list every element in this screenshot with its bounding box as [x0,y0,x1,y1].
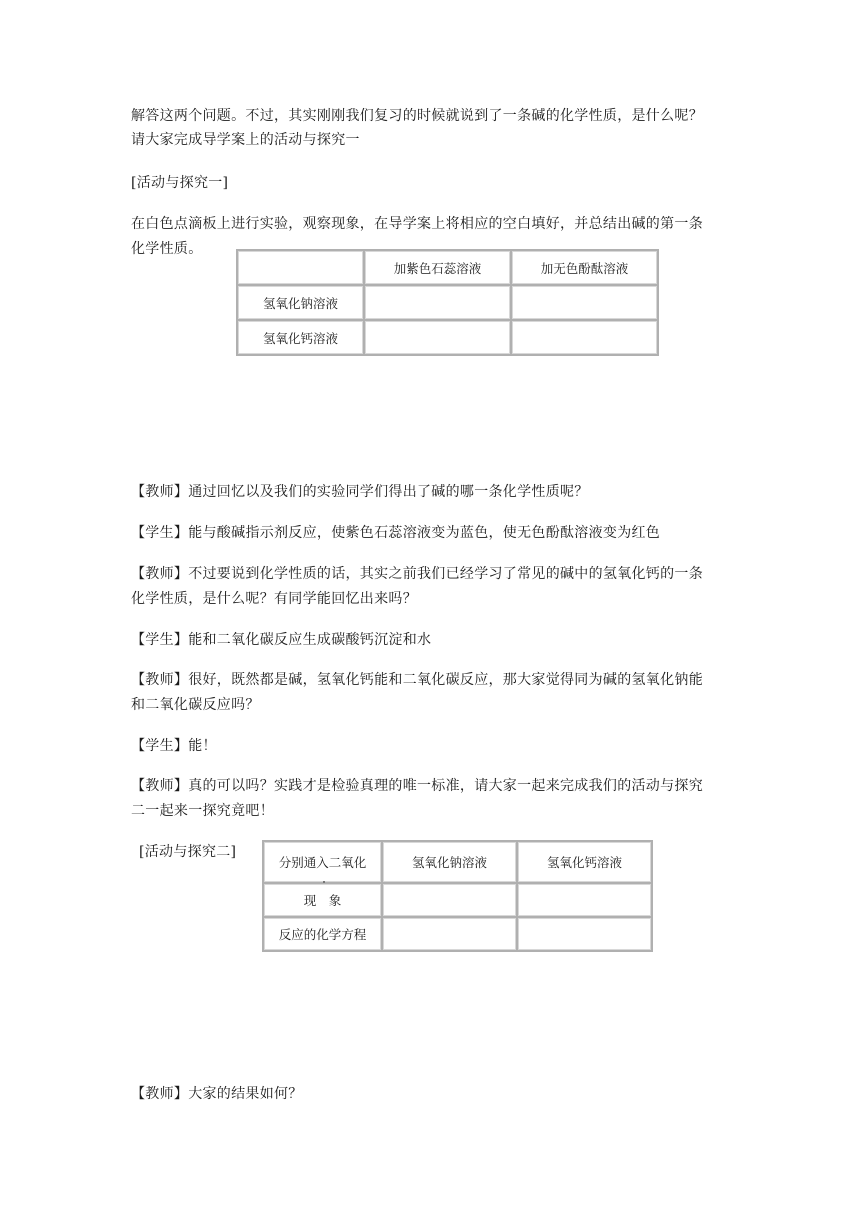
activity-heading: [活动与探究二] [139,844,237,860]
table-header-cell: 分别通入二氧化 [263,841,382,883]
table-cell [382,883,517,917]
table-cell [511,285,658,320]
dialogue-line: 【教师】通过回忆以及我们的实验同学们得出了碱的哪一条化学性质呢？ [131,484,589,500]
stray-mark [323,881,325,883]
table-cell [382,917,517,951]
table-header-cell: 加紫色石蕊溶液 [364,250,511,285]
table-cell [517,883,652,917]
dialogue-line: 【教师】真的可以吗？实践才是检验真理的唯一标准，请大家一起来完成我们的活动与探究 [131,778,703,794]
table-row [263,917,652,951]
dialogue-line: 【教师】大家的结果如何？ [131,1086,303,1102]
activity-heading: [活动与探究一] [131,175,229,191]
table-cell [364,285,511,320]
table-row-label: 现 象 [263,883,382,917]
table-header-cell: 氢氧化钠溶液 [382,841,517,883]
table-cell [364,320,511,355]
paragraph-line: 请大家完成导学案上的活动与探究一 [131,132,360,148]
paragraph-line: 化学性质。 [131,241,203,257]
activity2-table [262,840,653,952]
table-row-label: 氢氧化钙溶液 [237,320,364,355]
dialogue-line: 和二氧化碳反应吗？ [131,697,260,713]
table-header-cell: 氢氧化钙溶液 [517,841,652,883]
dialogue-line: 【学生】能和二氧化碳反应生成碳酸钙沉淀和水 [131,632,432,648]
table-row-label: 反应的化学方程 [263,917,382,951]
dialogue-line: 【学生】能！ [131,738,217,754]
table-header-cell: 加无色酚酞溶液 [511,250,658,285]
table-row [263,883,652,917]
dialogue-line: 【教师】不过要说到化学性质的话，其实之前我们已经学习了常见的碱中的氢氧化钙的一条 [131,566,703,582]
dialogue-line: 二一起来一探究竟吧！ [131,803,274,819]
paragraph-line: 解答这两个问题。不过，其实刚刚我们复习的时候就说到了一条碱的化学性质，是什么呢？ [131,108,703,124]
dialogue-line: 【教师】很好，既然都是碱，氢氧化钙能和二氧化碳反应，那大家觉得同为碱的氢氧化钠能 [131,672,703,688]
table-row-label: 氢氧化钠溶液 [237,285,364,320]
activity1-table [236,249,659,356]
table-row [237,285,658,320]
dialogue-line: 【学生】能与酸碱指示剂反应，使紫色石蕊溶液变为蓝色，使无色酚酞溶液变为红色 [131,525,661,541]
table-cell [517,917,652,951]
dialogue-line: 化学性质，是什么呢？有同学能回忆出来吗？ [131,591,417,607]
paragraph-line: 在白色点滴板上进行实验，观察现象，在导学案上将相应的空白填好，并总结出碱的第一条 [131,216,703,232]
table-cell [511,320,658,355]
table-row [237,320,658,355]
table-header-cell [237,250,364,285]
